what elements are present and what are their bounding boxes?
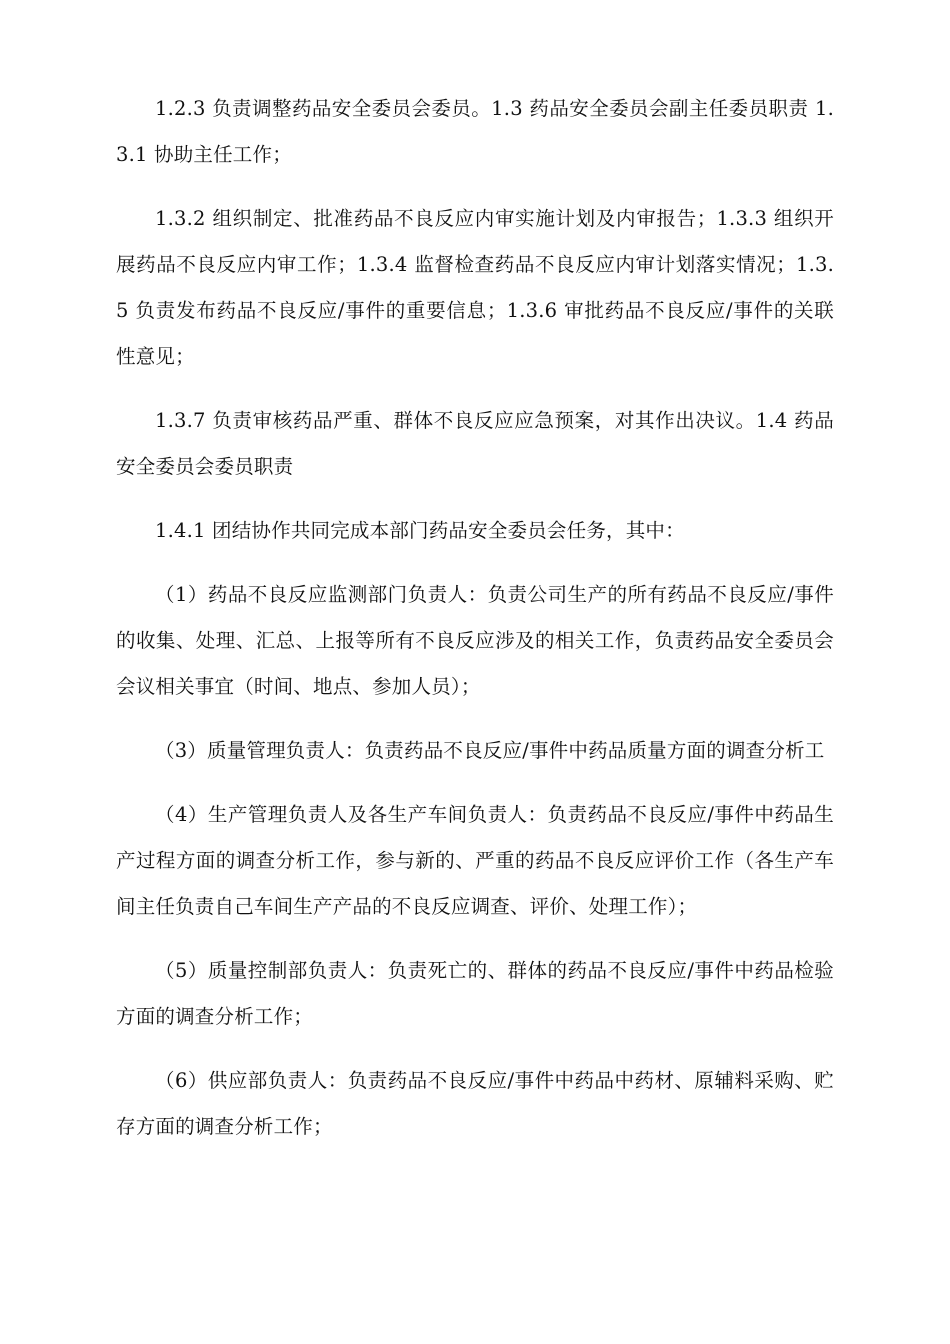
paragraph-1-3-7: 1.3.7 负责审核药品严重、群体不良反应应急预案，对其作出决议。1.4 药品安全委员会委员职责 bbox=[116, 409, 834, 478]
paragraph-item-1: （1）药品不良反应监测部门负责人：负责公司生产的所有药品不良反应/事件的收集、处理、汇总、上报等所有不良反应涉及的相关工作，负责药品安全委员会会议相关事宜（时间、地点、参加人员）； bbox=[116, 583, 834, 698]
document-page bbox=[116, 86, 834, 1168]
paragraph-item-6: （6）供应部负责人：负责药品不良反应/事件中药品中药材、原辅料采购、贮存方面的调查分析工作； bbox=[116, 1069, 834, 1138]
paragraph-1-4-1: 1.4.1 团结协作共同完成本部门药品安全委员会任务，其中： bbox=[155, 519, 685, 542]
paragraph-item-4: （4）生产管理负责人及各生产车间负责人：负责药品不良反应/事件中药品生产过程方面的调查分析工作，参与新的、严重的药品不良反应评价工作（各生产车间主任负责自己车间生产产品的不良反应调查、评价、处理工作）； bbox=[116, 803, 834, 918]
paragraph-1-3-2: 1.3.2 组织制定、批准药品不良反应内审实施计划及内审报告；1.3.3 组织开展药品不良反应内审工作；1.3.4 监督检查药品不良反应内审计划落实情况；1.3.5 负责发布药品不良反应/事件的重要信息；1.3.6 审批药品不良反应/事件的关联性意见； bbox=[116, 207, 834, 368]
paragraph-item-3: （3）质量管理负责人：负责药品不良反应/事件中药品质量方面的调查分析工 bbox=[155, 739, 825, 762]
paragraph-1-2-3: 1.2.3 负责调整药品安全委员会委员。1.3 药品安全委员会副主任委员职责 1.3.1 协助主任工作； bbox=[116, 97, 834, 166]
paragraph-item-5: （5）质量控制部负责人：负责死亡的、群体的药品不良反应/事件中药品检验方面的调查分析工作； bbox=[116, 959, 834, 1028]
